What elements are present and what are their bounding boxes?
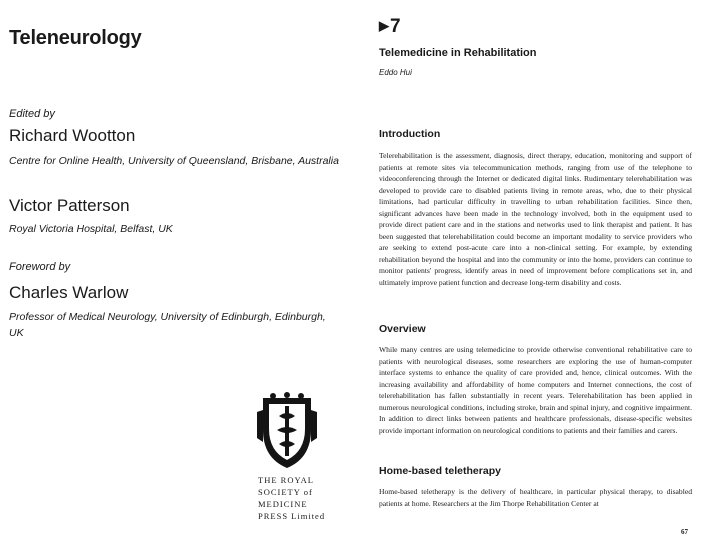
chapter-page (360, 0, 720, 540)
chapter-number (379, 16, 401, 38)
section-heading-home-based-teletherapy: Home-based teletherapy (379, 465, 501, 477)
foreword-author-name: Charles Warlow (9, 283, 129, 302)
publisher-line: SOCIETY of (258, 487, 313, 497)
editor-name: Victor Patterson (9, 196, 130, 215)
book-title: Teleneurology (9, 27, 142, 49)
publisher-logo-text (258, 474, 325, 522)
foreword-author-affiliation: Professor of Medical Neurology, University of Edinburgh, Edinburgh, UK (9, 311, 326, 339)
page-number: 67 (681, 528, 688, 536)
section-body-introduction: Telerehabilitation is the assessment, diagnosis, direct therapy, education, monitoring and support of patients at remote sites via telecommunication methods, ranging from use of the telephone to videoconferencing through the Internet or dedicated digital links. Rudimentary telerehabilitation was developed to provide care to disabled patients living in remote areas, who, due to their physical limitations, had particular difficulty in travelling to urban rehabilitation facilities. Since then, significant advances have been made in the technology involved, both in the equipment used to provide direct patient care and in the stations and networks used to link therapist and patient. It has been suggested that telerehabilitation could become an important modality to service providers who are seeking to extend post-acute care into a non-clinical setting. For example, by extending rehabilitation beyond the hospital and into the community or into the home, providers can continue to monitor patients' progress, identify areas in need of improvement before complications set in, and ultimately improve patient function and decrease long-term disability and costs. (379, 151, 692, 287)
section-heading-overview: Overview (379, 323, 426, 335)
editor-affiliation: Royal Victoria Hospital, Belfast, UK (9, 223, 173, 235)
chapter-number-value: 7 (390, 16, 401, 37)
section-body-home-based-teletherapy: Home-based teletherapy is the delivery of healthcare, in particular physical therapy, to disabled patients at home. Researchers at the Jim Thorpe Rehabilitation Center at (379, 487, 692, 508)
chapter-marker-icon: ▶ (379, 18, 389, 33)
foreword-by-label: Foreword by (9, 261, 71, 273)
section-heading-introduction: Introduction (379, 128, 441, 140)
section-body-overview: While many centres are using telemedicine to provide otherwise conventional rehabilitative care to patients with neurological diseases, some researchers are exploring the use of human-computer interface systems to enhance the quality of care provided and, hence, clinical outcomes. With the increasing availability and affordability of home computers and Internet connections, the cost of telerehabilitation has fallen substantially in recent years. Telerehabilitation has been applied in numerous neurological conditions, including stroke, brain and spinal injury, and cognitive impairment. In addition to direct links between patients and healthcare professionals, disease-specific websites provide important information on neurological conditions to patients and their families and carers. (379, 345, 692, 435)
publisher-line: MEDICINE (258, 499, 308, 509)
publisher-crest-icon (255, 392, 319, 470)
publisher-line: THE ROYAL (258, 475, 314, 485)
edited-by-label: Edited by (9, 108, 55, 120)
editor-name: Richard Wootton (9, 126, 136, 145)
publisher-line: PRESS Limited (258, 511, 326, 521)
chapter-author: Eddo Hui (379, 68, 412, 77)
editor-affiliation: Centre for Online Health, University of Queensland, Brisbane, Australia (9, 155, 339, 167)
chapter-title: Telemedicine in Rehabilitation (379, 47, 537, 59)
